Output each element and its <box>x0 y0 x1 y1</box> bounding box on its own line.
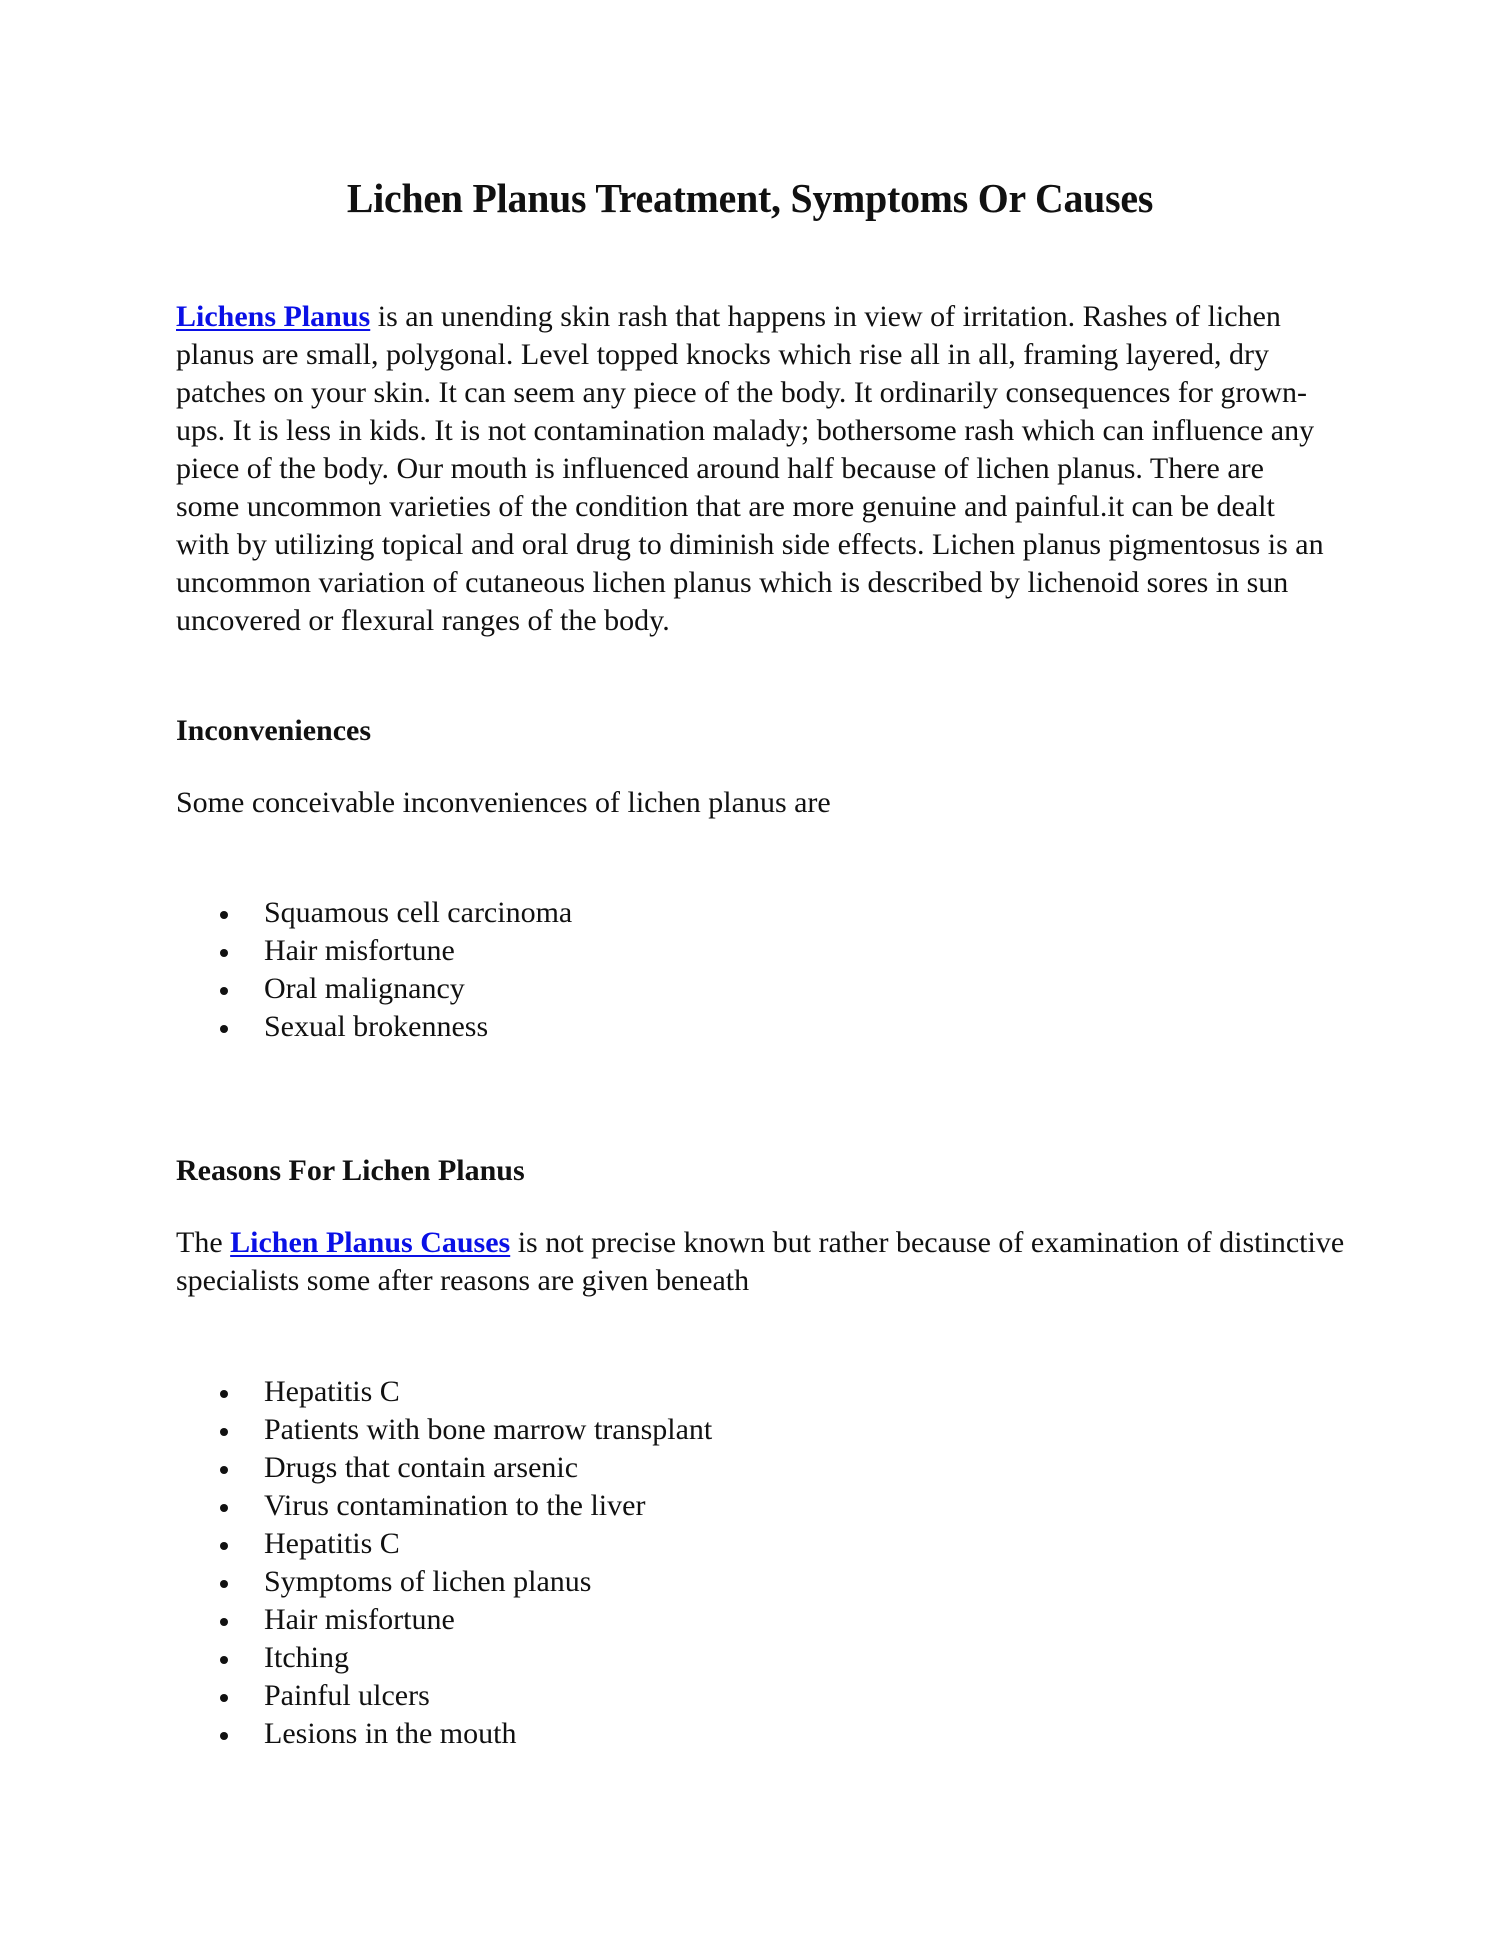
inconveniences-lead: Some conceivable inconveniences of lichen planus are <box>176 786 831 819</box>
intro-paragraph <box>176 298 1326 640</box>
inconveniences-list <box>176 894 572 1046</box>
list-item: Drugs that contain arsenic <box>176 1449 712 1487</box>
bullet-icon <box>220 1694 228 1702</box>
list-item: Oral malignancy <box>176 970 572 1008</box>
bullet-icon <box>220 1580 228 1588</box>
list-item: Lesions in the mouth <box>176 1715 712 1753</box>
lichens-planus-link[interactable]: Lichens Planus <box>176 300 371 333</box>
bullet-icon <box>220 987 228 995</box>
bullet-icon <box>220 1542 228 1550</box>
list-item: Hair misfortune <box>176 932 572 970</box>
reasons-lead: The Lichen Planus Causes is not precise known but rather because of examination of distinctive specialists some after reasons are given beneath <box>176 1226 1345 1297</box>
intro-text: is an unending skin rash that happens in view of irritation. Rashes of lichen planus are small, polygonal. Level topped knocks which rise all in all, framing layered, dry patches on your skin. It can seem any piece of the body. It ordinarily consequences for grown-ups. It is less in kids. It is not contamination malady; bothersome rash which can influence any piece of the body. Our mouth is influenced around half because of lichen planus. There are some uncommon varieties of the condition that are more genuine and painful.it can be dealt with by utilizing topical and oral drug to diminish side effects. Lichen planus pigmentosus is an uncommon variation of cutaneous lichen planus which is described by lichenoid sores in sun uncovered or flexural ranges of the body. <box>176 300 1324 637</box>
list-item: Symptoms of lichen planus <box>176 1563 712 1601</box>
bullet-icon <box>220 949 228 957</box>
list-item: Itching <box>176 1639 712 1677</box>
inconveniences-heading: Inconveniences <box>176 714 371 747</box>
bullet-icon <box>220 1732 228 1740</box>
page-title: Lichen Planus Treatment, Symptoms Or Causes <box>346 175 1154 221</box>
lichen-planus-causes-link[interactable]: Lichen Planus Causes <box>230 1226 511 1259</box>
reasons-list <box>176 1373 712 1753</box>
list-item: Sexual brokenness <box>176 1008 572 1046</box>
bullet-icon <box>220 1390 228 1398</box>
bullet-icon <box>220 1618 228 1626</box>
list-item: Virus contamination to the liver <box>176 1487 712 1525</box>
bullet-icon <box>220 911 228 919</box>
list-item: Painful ulcers <box>176 1677 712 1715</box>
reasons-heading: Reasons For Lichen Planus <box>176 1154 525 1187</box>
bullet-icon <box>220 1504 228 1512</box>
list-item: Hepatitis C <box>176 1525 712 1563</box>
bullet-icon <box>220 1428 228 1436</box>
list-item: Squamous cell carcinoma <box>176 894 572 932</box>
bullet-icon <box>220 1656 228 1664</box>
bullet-icon <box>220 1466 228 1474</box>
list-item: Hair misfortune <box>176 1601 712 1639</box>
list-item: Patients with bone marrow transplant <box>176 1411 712 1449</box>
bullet-icon <box>220 1025 228 1033</box>
list-item: Hepatitis C <box>176 1373 712 1411</box>
